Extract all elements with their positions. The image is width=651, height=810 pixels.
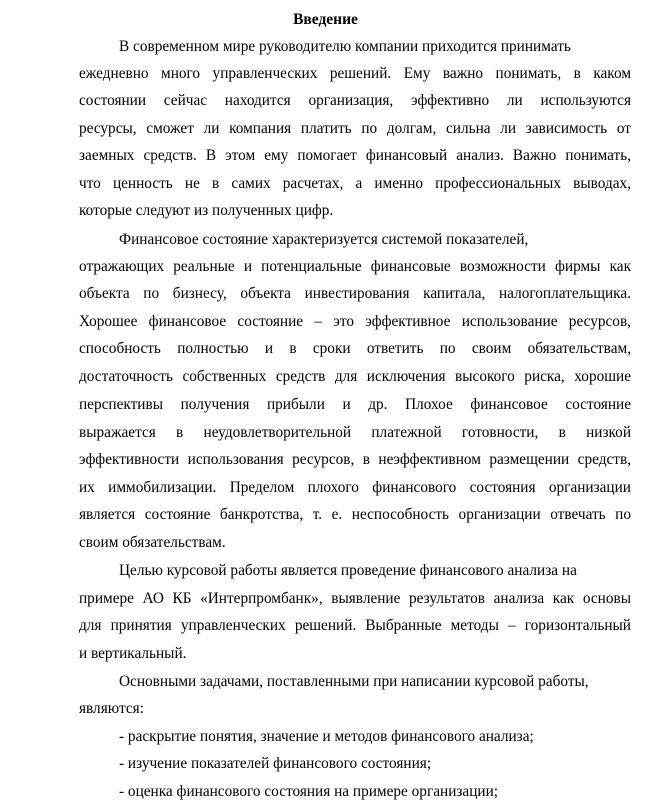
- text-line: В современном мире руководителю компании приходится принимать: [119, 38, 571, 55]
- list-item: - оценка финансового состояния на примере организации;: [119, 783, 499, 800]
- text-line: их иммобилизации. Пределом плохого финансового состояния организации: [79, 479, 631, 496]
- text-line: Целью курсовой работы является проведение финансового анализа на: [119, 562, 577, 579]
- text-line: выражается в неудовлетворительной платежной готовности, в низкой: [79, 424, 631, 441]
- text-line: способность полностью и в сроки ответить по своим обязательствам,: [79, 340, 631, 357]
- text-line: состоянии сейчас находится организация, эффективно ли используются: [79, 92, 631, 109]
- text-line: которые следуют из полученных цифр.: [79, 202, 334, 219]
- text-line: и вертикальный.: [79, 645, 187, 662]
- text-line: являются:: [79, 700, 144, 717]
- list-item: - раскрытие понятия, значение и методов финансового анализа;: [119, 728, 534, 745]
- text-line: эффективности использования ресурсов, в неэффективном размещении средств,: [79, 451, 631, 468]
- text-line: что ценность не в самих расчетах, а именно профессиональных выводах,: [79, 175, 631, 192]
- text-line: перспективы получения прибыли и др. Плохое финансовое состояние: [79, 396, 631, 413]
- text-line: для принятия управленческих решений. Выбранные методы – горизонтальный: [79, 617, 631, 634]
- text-line: объекта по бизнесу, объекта инвестирования капитала, налогоплательщика.: [79, 285, 631, 302]
- text-line: примере АО КБ «Интерпромбанк», выявление результатов анализа как основы: [79, 590, 631, 607]
- text-line: Хорошее финансовое состояние – это эффективное использование ресурсов,: [79, 313, 631, 330]
- text-line: является состояние банкротства, т. е. неспособность организации отвечать по: [79, 506, 631, 523]
- text-line: отражающих реальные и потенциальные финансовые возможности фирмы как: [79, 258, 631, 275]
- text-line: заемных средств. В этом ему помогает финансовый анализ. Важно понимать,: [79, 147, 631, 164]
- text-line: ресурсы, сможет ли компания платить по долгам, сильна ли зависимость от: [79, 120, 631, 137]
- text-line: Финансовое состояние характеризуется системой показателей,: [119, 231, 529, 248]
- text-line: ежедневно много управленческих решений. Ему важно понимать, в каком: [79, 65, 631, 82]
- document-title: Введение: [293, 11, 358, 28]
- text-line: Основными задачами, поставленными при написании курсовой работы,: [119, 673, 589, 690]
- list-item: - изучение показателей финансового состояния;: [119, 755, 432, 772]
- text-line: своим обязательствам.: [79, 534, 226, 551]
- text-line: достаточность собственных средств для исключения высокого риска, хорошие: [79, 368, 631, 385]
